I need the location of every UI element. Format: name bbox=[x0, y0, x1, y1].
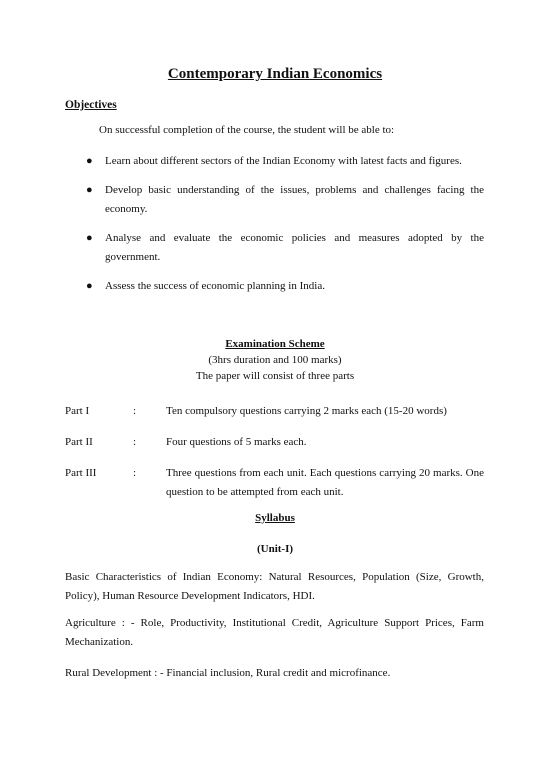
part-label: Part II bbox=[65, 436, 93, 448]
objectives-list bbox=[86, 152, 484, 306]
objectives-intro: On successful completion of the course, the student will be able to: bbox=[99, 124, 395, 136]
syllabus-paragraph: Basic Characteristics of Indian Economy: Natural Resources, Population (Size, Growth, Policy), Human Resource Development Indicators, HDI. bbox=[65, 571, 484, 602]
part-separator: : bbox=[133, 436, 137, 448]
syllabus-paragraph: Agriculture : - Role, Productivity, Institutional Credit, Agriculture Support Prices, Farm Mechanization. bbox=[65, 617, 484, 648]
part-description: Three questions from each unit. Each questions carrying 20 marks. One question to be attempted from each unit. bbox=[166, 467, 484, 498]
objective-text: Learn about different sectors of the Indian Economy with latest facts and figures. bbox=[105, 155, 462, 167]
part-separator: : bbox=[133, 405, 137, 417]
exam-note: The paper will consist of three parts bbox=[195, 370, 355, 382]
bullet-icon: ● bbox=[86, 280, 93, 292]
part-separator: : bbox=[133, 467, 137, 479]
unit-heading: (Unit-I) bbox=[256, 543, 294, 555]
part-description: Ten compulsory questions carrying 2 marks each (15-20 words) bbox=[166, 405, 447, 417]
part-label: Part III bbox=[65, 467, 97, 479]
part-label: Part I bbox=[65, 405, 90, 417]
objective-item bbox=[86, 152, 484, 171]
objective-item bbox=[86, 229, 484, 267]
exam-scheme-heading: Examination Scheme bbox=[225, 338, 325, 350]
objective-text: Develop basic understanding of the issues, problems and challenges facing the economy. bbox=[105, 184, 484, 215]
objective-item bbox=[86, 181, 484, 219]
exam-duration: (3hrs duration and 100 marks) bbox=[208, 354, 342, 366]
syllabus-paragraph: Rural Development : - Financial inclusion, Rural credit and microfinance. bbox=[65, 667, 391, 679]
bullet-icon: ● bbox=[86, 155, 93, 167]
bullet-icon: ● bbox=[86, 184, 93, 196]
objective-text: Assess the success of economic planning in India. bbox=[105, 280, 325, 292]
syllabus-heading: Syllabus bbox=[255, 512, 295, 524]
objective-item bbox=[86, 277, 484, 296]
page-title: Contemporary Indian Economics bbox=[167, 66, 383, 82]
objective-text: Analyse and evaluate the economic policies and measures adopted by the government. bbox=[105, 232, 484, 263]
bullet-icon: ● bbox=[86, 232, 93, 244]
part-description: Four questions of 5 marks each. bbox=[166, 436, 307, 448]
objectives-heading: Objectives bbox=[65, 99, 117, 111]
